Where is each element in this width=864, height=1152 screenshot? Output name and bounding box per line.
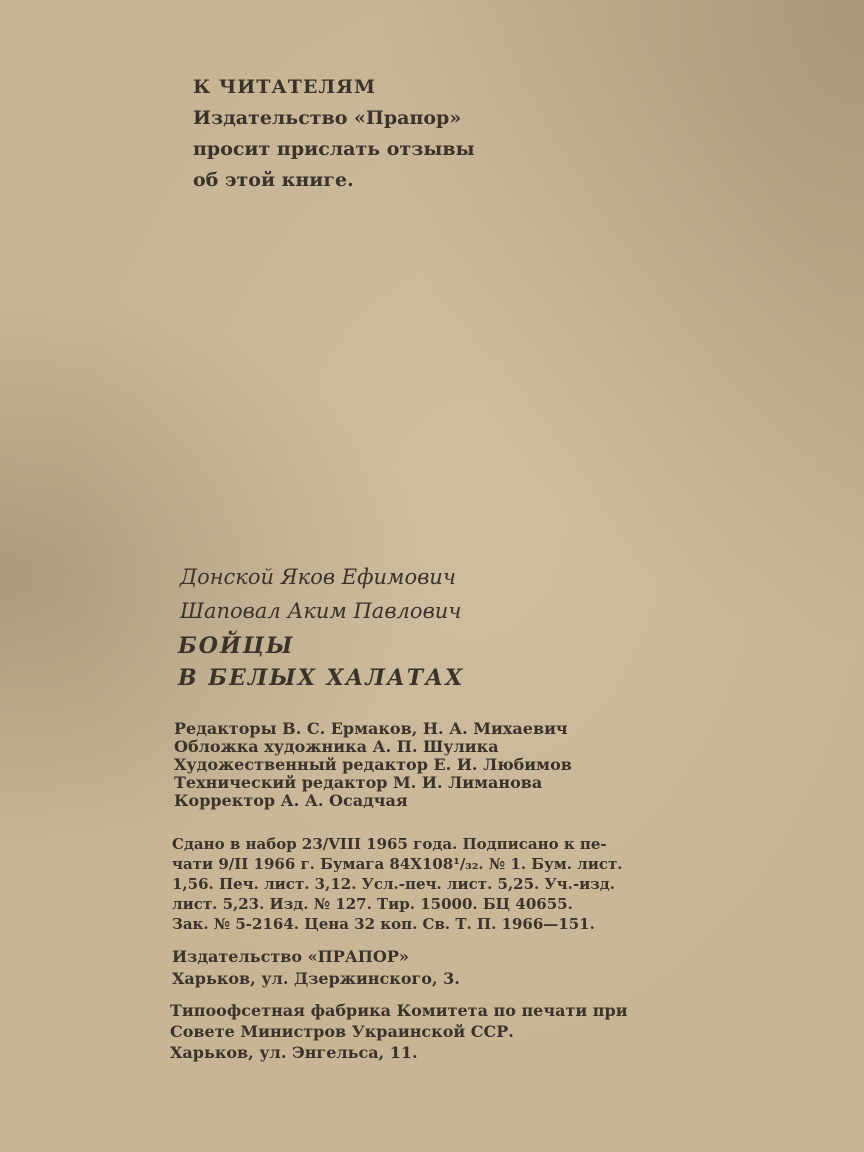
credit-line: Редакторы В. С. Ермаков, Н. А. Михаевич [174, 719, 568, 738]
credits [174, 720, 572, 810]
authors [180, 560, 461, 628]
imprint-line: Сдано в набор 23/VIII 1965 года. Подписано к пе- [172, 835, 607, 853]
imprint-line: 1,56. Печ. лист. 3,12. Усл.-печ. лист. 5,25. Уч.-изд. [172, 875, 616, 893]
author-name: Шаповал Аким Павлович [180, 599, 462, 623]
imprint-line: Зак. № 5-2164. Цена 32 коп. Св. Т. П. 1966—151. [172, 915, 595, 933]
printer-line: Типоофсетная фабрика Комитета по печати при [170, 1001, 628, 1020]
author-name: Донской Яков Ефимович [180, 565, 456, 589]
publisher-line: Издательство «ПРАПОР» [172, 947, 409, 966]
printer-line: Совете Министров Украинской ССР. [170, 1022, 514, 1041]
to-readers-heading: К ЧИТАТЕЛЯМ [193, 76, 377, 98]
publisher-info [172, 946, 460, 990]
credit-line: Художественный редактор Е. И. Любимов [174, 755, 572, 774]
credit-line: Корректор А. А. Осадчая [174, 791, 408, 810]
credit-line: Технический редактор М. И. Лиманова [174, 773, 543, 792]
to-readers-line: просит прислать отзывы [193, 138, 475, 160]
printer-line: Харьков, ул. Энгельса, 11. [170, 1043, 418, 1062]
book-title [178, 630, 464, 694]
to-readers-notice [193, 72, 475, 196]
book-title-line: БОЙЦЫ [178, 633, 295, 659]
to-readers-line: об этой книге. [193, 169, 354, 191]
credit-line: Обложка художника А. П. Шулика [174, 737, 499, 756]
imprint-line: чати 9/II 1966 г. Бумага 84Х108¹/₃₂. № 1. Бум. лист. [172, 855, 623, 873]
imprint-details [172, 834, 623, 934]
imprint-line: лист. 5,23. Изд. № 127. Тир. 15000. БЦ 40655. [172, 895, 573, 913]
printer-info [170, 1000, 628, 1063]
book-title-line: В БЕЛЫХ ХАЛАТАХ [178, 665, 465, 691]
to-readers-line: Издательство «Прапор» [193, 107, 462, 129]
publisher-line: Харьков, ул. Дзержинского, 3. [172, 969, 460, 988]
